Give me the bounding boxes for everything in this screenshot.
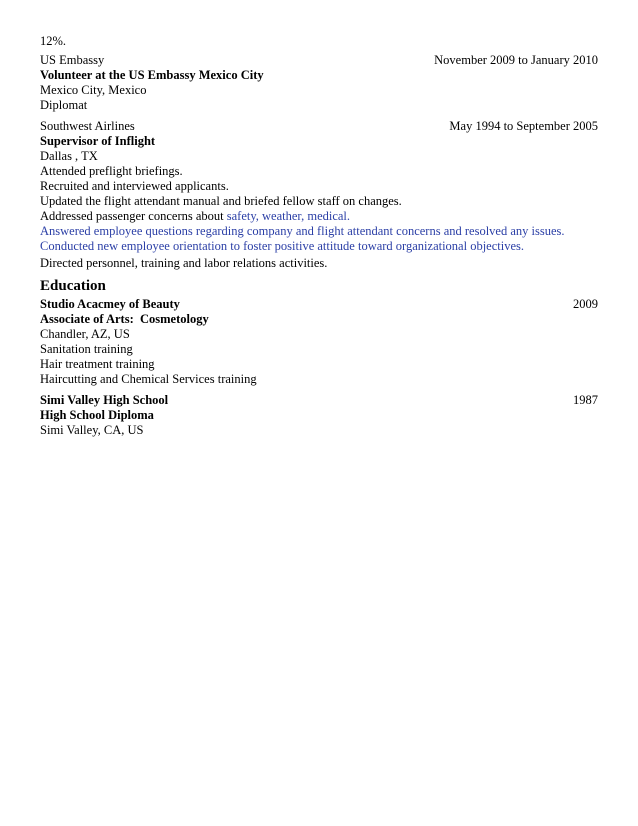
degree: High School Diploma: [40, 408, 154, 422]
resume-page: [40, 34, 598, 438]
education-entry: [40, 393, 598, 438]
intro-text: 12%.: [40, 34, 67, 48]
job-description-line: [40, 209, 598, 224]
experience-entry: [40, 119, 598, 271]
job-description-line: Diplomat: [40, 98, 88, 112]
job-title: Supervisor of Inflight: [40, 134, 156, 148]
experience-header: [40, 119, 598, 134]
job-location: Dallas , TX: [40, 149, 98, 163]
job-description-line: Answered employee questions regarding company and flight attendant concerns and resolved any issues.: [40, 224, 565, 238]
experience-header: [40, 53, 598, 68]
job-description-line: Conducted new employee orientation to foster positive attitude toward organizational objectives.: [40, 239, 525, 253]
school-name: Studio Acacmey of Beauty: [40, 297, 180, 311]
section-heading-education: Education: [40, 278, 106, 294]
job-description-line: Attended preflight briefings.: [40, 164, 183, 178]
job-description-line: Updated the flight attendant manual and briefed fellow staff on changes.: [40, 194, 402, 208]
education-detail-line: Sanitation training: [40, 342, 133, 356]
school-name: Simi Valley High School: [40, 393, 169, 407]
job-location: Mexico City, Mexico: [40, 83, 147, 97]
graduation-year: 2009: [573, 297, 598, 311]
school-location: Simi Valley, CA, US: [40, 423, 144, 437]
education-detail-line: Hair treatment training: [40, 357, 155, 371]
job-description-line: Recruited and interviewed applicants.: [40, 179, 229, 193]
concerns-prefix: Addressed passenger concerns about: [40, 209, 224, 223]
education-header: [40, 297, 598, 312]
company-name: US Embassy: [40, 53, 105, 67]
experience-entry: [40, 53, 598, 113]
concerns-highlight: safety, weather, medical.: [226, 209, 351, 223]
employment-dates: May 1994 to September 2005: [449, 119, 598, 133]
job-title: Volunteer at the US Embassy Mexico City: [40, 68, 264, 82]
degree-label: Associate of Arts: [40, 312, 130, 326]
degree-separator: :: [129, 312, 134, 326]
employment-dates: November 2009 to January 2010: [434, 53, 598, 67]
degree: [40, 312, 598, 327]
job-description-line: Directed personnel, training and labor relations activities.: [40, 256, 328, 270]
school-location: Chandler, AZ, US: [40, 327, 130, 341]
education-entry: [40, 297, 598, 387]
education-detail-line: Haircutting and Chemical Services training: [40, 372, 257, 386]
education-header: [40, 393, 598, 408]
company-name: Southwest Airlines: [40, 119, 135, 133]
graduation-year: 1987: [573, 393, 598, 407]
degree-field: Cosmetology: [140, 312, 209, 326]
